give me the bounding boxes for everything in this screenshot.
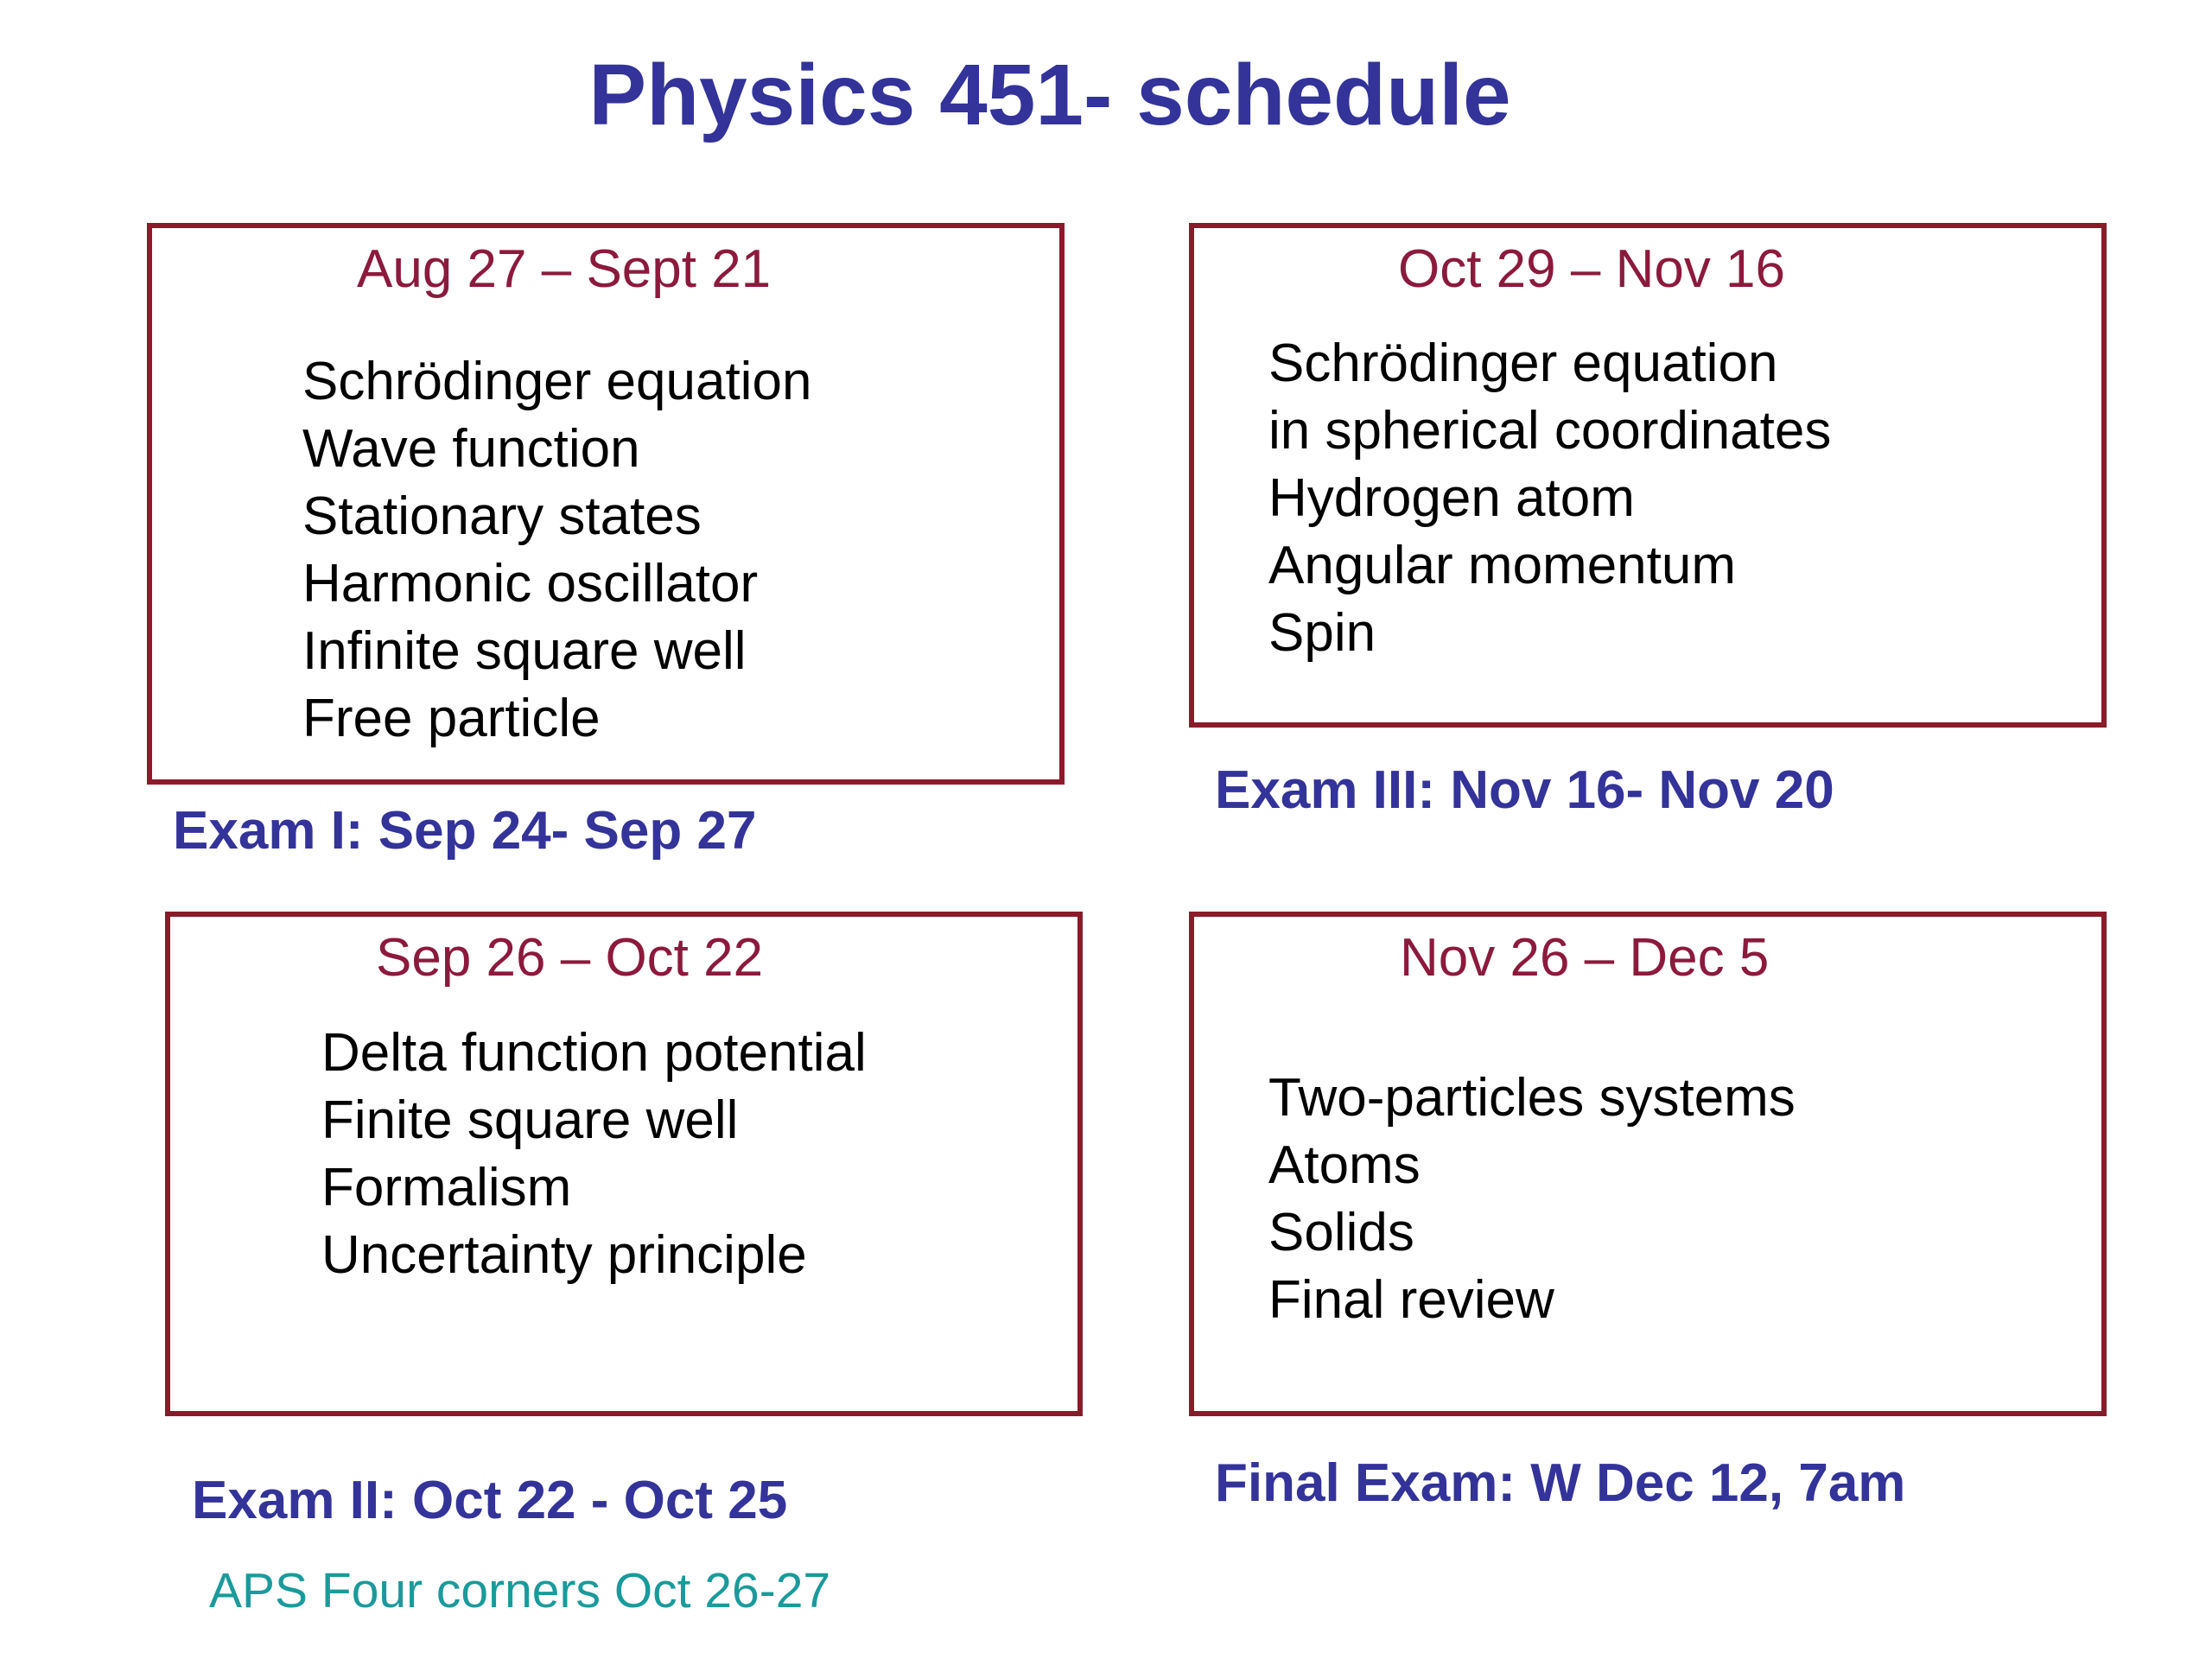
topic-item: Delta function potential — [321, 1023, 867, 1083]
exam-label: Exam I: Sep 24- Sep 27 — [173, 801, 757, 861]
topic-list — [1268, 1065, 1796, 1334]
topic-item: Free particle — [302, 689, 601, 748]
date-range: Oct 29 – Nov 16 — [1398, 239, 1786, 299]
exam-label: Final Exam: W Dec 12, 7am — [1215, 1453, 1906, 1513]
topic-item: Stationary states — [302, 486, 702, 546]
exam-label: Exam II: Oct 22 - Oct 25 — [192, 1471, 788, 1530]
topic-item: Wave function — [302, 419, 640, 479]
topic-item: Atoms — [1268, 1135, 1421, 1195]
topic-item: Angular momentum — [1268, 536, 1737, 595]
date-range: Aug 27 – Sept 21 — [357, 239, 772, 299]
topic-item: Schrödinger equation — [302, 352, 812, 411]
topic-item: Spin — [1268, 603, 1376, 663]
aps-note: APS Four corners Oct 26-27 — [209, 1563, 831, 1618]
topic-list — [302, 348, 811, 753]
topic-item: Final review — [1268, 1270, 1554, 1330]
topic-item: Two-particles systems — [1268, 1068, 1796, 1128]
topic-item: in spherical coordinates — [1268, 401, 1832, 461]
topic-item: Harmonic oscillator — [302, 554, 759, 613]
topic-item: Uncertainty principle — [321, 1225, 807, 1285]
topic-item: Finite square well — [321, 1090, 739, 1150]
page-title: Physics 451- schedule — [588, 47, 1511, 143]
topic-item: Formalism — [321, 1158, 572, 1217]
date-range: Sep 26 – Oct 22 — [376, 928, 764, 988]
date-range: Nov 26 – Dec 5 — [1400, 928, 1770, 988]
topic-item: Infinite square well — [302, 621, 747, 681]
topic-item: Solids — [1268, 1203, 1414, 1262]
topic-item: Schrödinger equation — [1268, 334, 1778, 393]
topic-list — [1268, 330, 1831, 667]
exam-label: Exam III: Nov 16- Nov 20 — [1215, 760, 1834, 820]
topic-list — [321, 1020, 867, 1289]
topic-item: Hydrogen atom — [1268, 468, 1635, 528]
